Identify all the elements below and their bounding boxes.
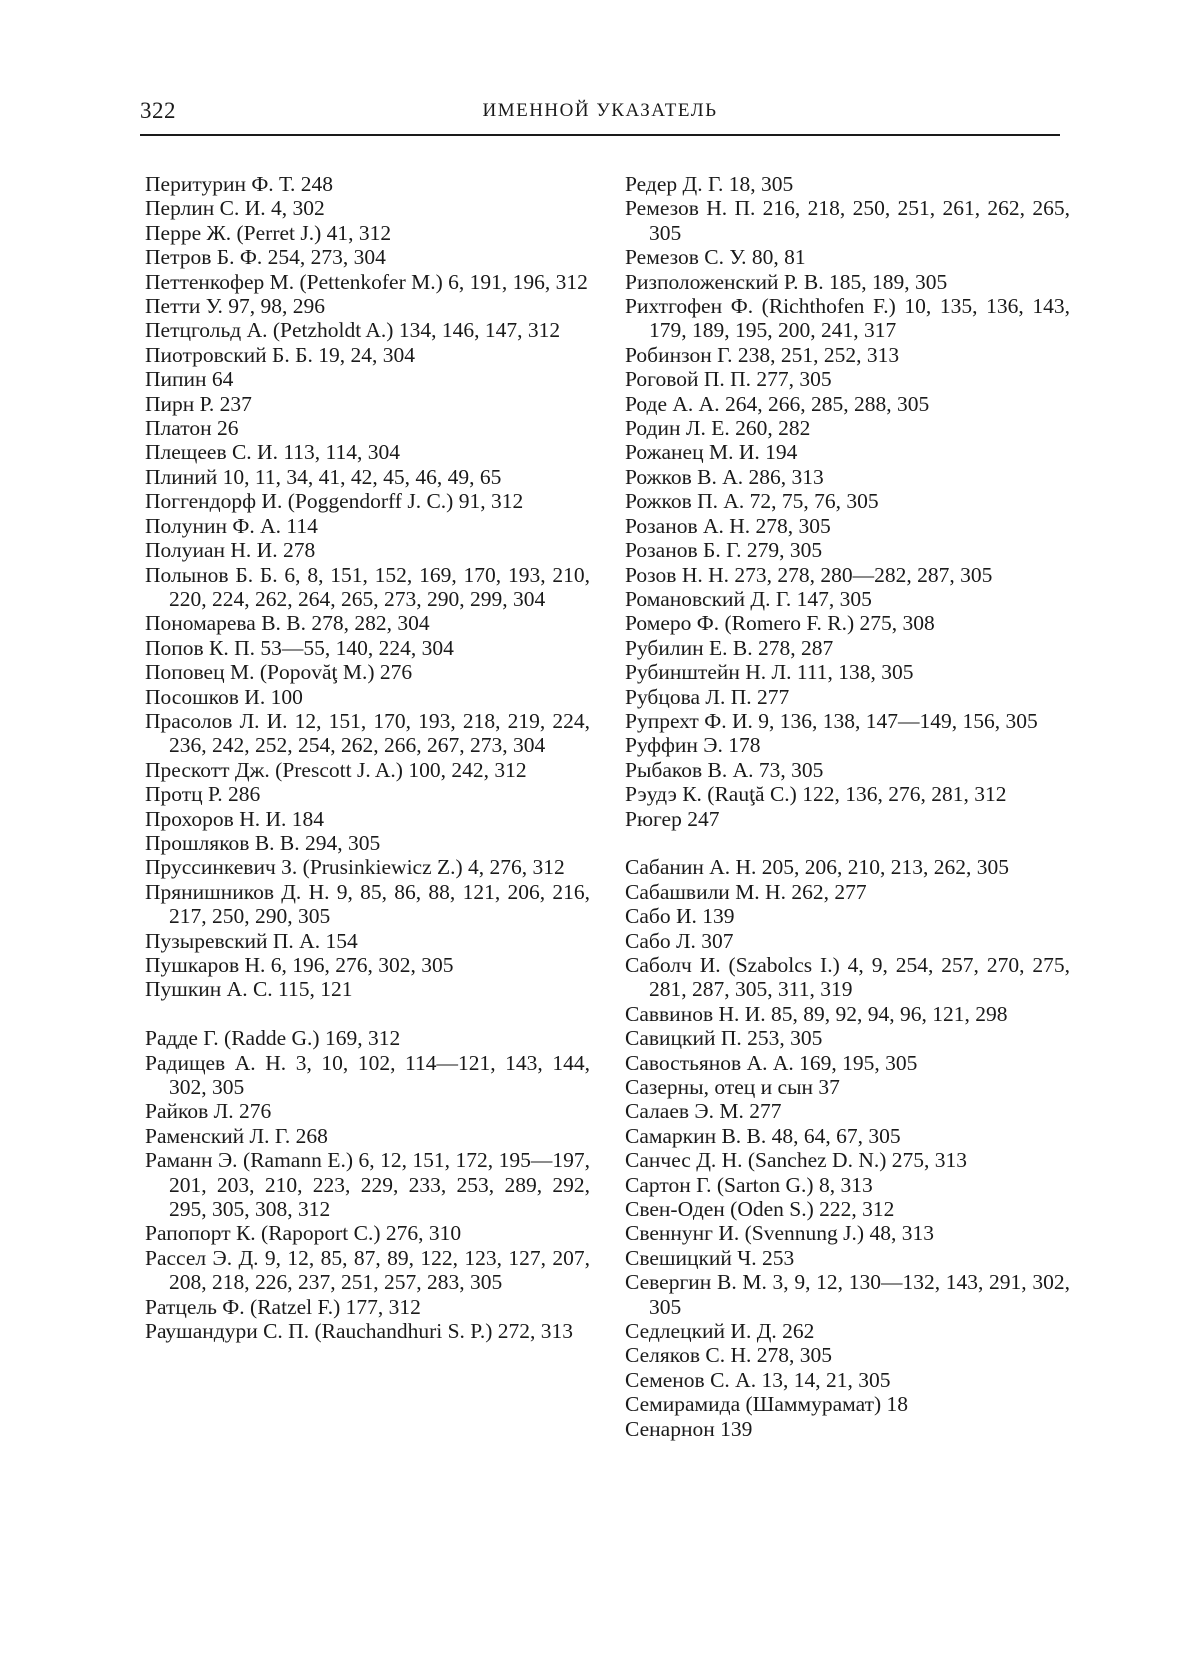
index-entry: Рожанец М. И. 194 (625, 440, 798, 465)
index-entry: Рожков В. А. 286, 313 (625, 464, 824, 489)
index-entry: Петров Б. Ф. 254, 273, 304 (145, 245, 386, 270)
index-entry: Полунин Ф. А. 114 (145, 513, 318, 538)
index-entry: Пирн Р. 237 (145, 391, 252, 416)
page-number: 322 (140, 98, 176, 123)
index-entry: Рассел Э. Д. 9, 12, 85, 87, 89, 122, 123, 127, 207, 208, 218, 226, 237, 251, 257, 283, 305 (145, 1245, 590, 1295)
index-entry: Сабашвили М. Н. 262, 277 (625, 879, 867, 904)
index-entry: Перлин С. И. 4, 302 (145, 196, 325, 221)
index-entry: Розов Н. Н. 273, 278, 280—282, 287, 305 (625, 562, 993, 587)
index-entry: Роде А. А. 264, 266, 285, 288, 305 (625, 391, 930, 416)
index-entry: Рупрехт Ф. И. 9, 136, 138, 147—149, 156, 305 (625, 708, 1038, 733)
index-entry: Саввинов Н. И. 85, 89, 92, 94, 96, 121, 298 (625, 1001, 1008, 1026)
index-entry: Родин Л. Е. 260, 282 (625, 416, 811, 441)
index-entry: Савицкий П. 253, 305 (625, 1026, 823, 1051)
index-entry: Петти У. 97, 98, 296 (145, 294, 325, 319)
index-entry: Рубцова Л. П. 277 (625, 684, 790, 709)
left-index-column (145, 172, 590, 1343)
index-entry: Райков Л. 276 (145, 1099, 272, 1124)
index-entry: Петтенкофер М. (Pettenkofer M.) 6, 191, 196, 312 (145, 269, 588, 294)
index-entry: Пиотровский Б. Б. 19, 24, 304 (145, 342, 415, 367)
index-entry: Романовский Д. Г. 147, 305 (625, 586, 872, 611)
index-entry: Рюгер 247 (625, 806, 720, 831)
index-entry: Поггендорф И. (Poggendorff J. C.) 91, 312 (145, 489, 524, 514)
index-entry: Платон 26 (145, 416, 239, 441)
index-entry: Протц Р. 286 (145, 782, 261, 807)
index-entry: Пушкин А. С. 115, 121 (145, 977, 353, 1002)
index-entry: Рихтгофен Ф. (Richthofen F.) 10, 135, 136, 143, 179, 189, 195, 200, 241, 317 (625, 294, 1070, 343)
running-title: ИМЕННОЙ УКАЗАТЕЛЬ (482, 100, 718, 121)
index-entry: Сабанин А. Н. 205, 206, 210, 213, 262, 305 (625, 855, 1010, 880)
index-entry: Рожков П. А. 72, 75, 76, 305 (625, 489, 879, 514)
index-entry: Посошков И. 100 (145, 684, 303, 709)
index-entry: Сенарнон 139 (625, 1416, 753, 1441)
index-entry: Ромеро Ф. (Romero F. R.) 275, 308 (625, 611, 935, 636)
index-entry: Раменский Л. Г. 268 (145, 1123, 328, 1148)
index-entry: Свен-Оден (Oden S.) 222, 312 (625, 1197, 895, 1222)
index-entry: Руффин Э. 178 (625, 733, 761, 758)
index-entry: Савостьянов А. А. 169, 195, 305 (625, 1050, 918, 1075)
index-entry: Прасолов Л. И. 12, 151, 170, 193, 218, 219, 224, 236, 242, 252, 254, 262, 266, 267, 273, 304 (145, 708, 590, 758)
index-entry: Прянишников Д. Н. 9, 85, 86, 88, 121, 206, 216, 217, 250, 290, 305 (145, 879, 590, 929)
index-entry: Прескотт Дж. (Prescott J. A.) 100, 242, 312 (145, 757, 527, 782)
index-entry: Рубилин Е. В. 278, 287 (625, 635, 834, 660)
index-entry: Прошляков В. В. 294, 305 (145, 830, 381, 855)
index-entry: Ремезов С. У. 80, 81 (625, 245, 806, 270)
index-entry: Пушкаров Н. 6, 196, 276, 302, 305 (145, 953, 454, 977)
index-entry: Перитурин Ф. Т. 248 (145, 172, 334, 196)
index-entry: Перре Ж. (Perret J.) 41, 312 (145, 220, 392, 245)
index-entry: Редер Д. Г. 18, 305 (625, 172, 794, 196)
index-entry: Радде Г. (Radde G.) 169, 312 (145, 1026, 401, 1051)
index-entry: Поповец М. (Popovăţ M.) 276 (145, 660, 413, 685)
index-entry: Плиний 10, 11, 34, 41, 42, 45, 46, 49, 65 (145, 464, 502, 489)
index-entry: Свешицкий Ч. 253 (625, 1245, 795, 1270)
index-entry: Пономарева В. В. 278, 282, 304 (145, 611, 430, 636)
index-entry: Сазерны, отец и сын 37 (625, 1075, 840, 1100)
header-rule (140, 134, 1060, 136)
index-entry: Плещеев С. И. 113, 114, 304 (145, 440, 400, 465)
index-entry: Ремезов Н. П. 216, 218, 250, 251, 261, 262, 265, 305 (625, 196, 1070, 245)
section-gap (145, 1002, 590, 1026)
index-entry: Семирамида (Шаммурамат) 18 (625, 1392, 909, 1417)
index-entry: Розанов Б. Г. 279, 305 (625, 538, 823, 563)
index-entry: Рыбаков В. А. 73, 305 (625, 757, 824, 782)
index-entry: Седлецкий И. Д. 262 (625, 1319, 815, 1344)
index-entry: Попов К. П. 53—55, 140, 224, 304 (145, 635, 454, 660)
index-entry: Рэудэ К. (Rauţă C.) 122, 136, 276, 281, 312 (625, 782, 1007, 807)
index-entry: Салаев Э. М. 277 (625, 1099, 782, 1124)
page-header (140, 98, 1060, 132)
index-entry: Сартон Г. (Sarton G.) 8, 313 (625, 1172, 873, 1197)
index-entry: Ризположенский Р. В. 185, 189, 305 (625, 269, 948, 294)
index-entry: Пруссинкевич З. (Prusinkiewicz Z.) 4, 276, 312 (145, 855, 565, 880)
index-entry: Полуиан Н. И. 278 (145, 538, 316, 563)
index-entry: Пипин 64 (145, 367, 234, 392)
index-entry: Севергин В. М. 3, 9, 12, 130—132, 143, 291, 302, 305 (625, 1270, 1070, 1319)
index-entry: Санчес Д. Н. (Sanchez D. N.) 275, 313 (625, 1148, 968, 1173)
index-entry: Пузыревский П. А. 154 (145, 928, 358, 953)
index-entry: Самаркин В. В. 48, 64, 67, 305 (625, 1123, 901, 1148)
index-entry: Семенов С. А. 13, 14, 21, 305 (625, 1367, 891, 1392)
section-gap (625, 831, 1070, 855)
index-entry: Раманн Э. (Ramann E.) 6, 12, 151, 172, 195—197, 201, 203, 210, 223, 229, 233, 253, 289, 292, 295, 305, 308, 312 (145, 1148, 590, 1222)
index-entry: Рубинштейн Н. Л. 111, 138, 305 (625, 660, 914, 685)
index-entry: Сабо И. 139 (625, 904, 735, 929)
index-entry: Розанов А. Н. 278, 305 (625, 513, 831, 538)
index-entry: Полынов Б. Б. 6, 8, 151, 152, 169, 170, 193, 210, 220, 224, 262, 264, 265, 273, 290, 299, 304 (145, 562, 590, 611)
index-entry: Рапопорт К. (Rapoport C.) 276, 310 (145, 1221, 462, 1246)
index-entry: Петцгольд А. (Petzholdt A.) 134, 146, 147, 312 (145, 318, 561, 343)
index-entry: Раушандури С. П. (Rauchandhuri S. P.) 272, 313 (145, 1319, 574, 1344)
index-entry: Роговой П. П. 277, 305 (625, 367, 832, 392)
index-entry: Селяков С. Н. 278, 305 (625, 1343, 833, 1368)
index-entry: Саболч И. (Szabolcs I.) 4, 9, 254, 257, 270, 275, 281, 287, 305, 311, 319 (625, 952, 1070, 1002)
index-entry: Радищев А. Н. 3, 10, 102, 114—121, 143, 144, 302, 305 (145, 1050, 590, 1100)
right-index-column (625, 172, 1070, 1441)
index-entry: Ратцель Ф. (Ratzel F.) 177, 312 (145, 1294, 421, 1319)
index-entry: Прохоров Н. И. 184 (145, 806, 325, 831)
index-entry: Сабо Л. 307 (625, 928, 734, 953)
index-entry: Свеннунг И. (Svennung J.) 48, 313 (625, 1221, 934, 1246)
index-entry: Робинзон Г. 238, 251, 252, 313 (625, 342, 900, 367)
